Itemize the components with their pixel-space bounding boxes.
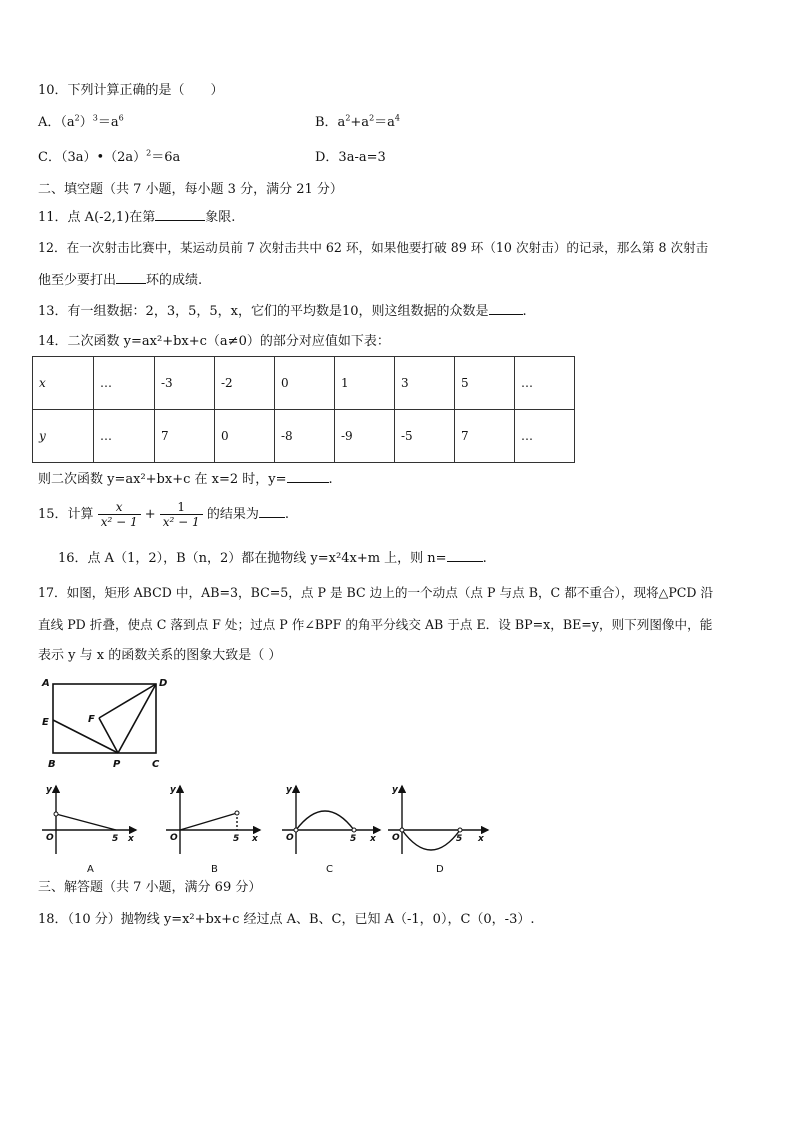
value-table <box>32 356 575 463</box>
graph-option-b <box>156 778 266 878</box>
answer-blank <box>155 208 205 221</box>
section-answer-heading: 三、解答题（共 7 小题，满分 69 分） <box>38 880 262 895</box>
answer-blank <box>287 470 329 483</box>
label-e: E <box>42 717 49 728</box>
q10-option-b: B．$a^2+a^2=a^4$ <box>315 113 401 130</box>
table-cell: y <box>33 410 94 463</box>
tick-label-5: 5 <box>350 834 357 844</box>
table-row-x <box>33 357 575 410</box>
q18: 18．（10 分）抛物线 y=x²+bx+c 经过点 A、B、C，已知 A（-1，0），C（0，-3）. <box>38 912 535 927</box>
table-cell: 7 <box>455 410 515 463</box>
q17-line1: 17．如图，矩形 ABCD 中，AB=3，BC=5，点 P 是 BC 边上的一个动点（点 P 与点 B，C 都不重合），现将△PCD 沿 <box>38 585 714 600</box>
q12-line1: 12．在一次射击比赛中，某运动员前 7 次射击共中 62 环，如果他要打破 89 环（10 次射击）的记录，那么第 8 次射击 <box>38 240 709 255</box>
origin-label: O <box>170 833 178 843</box>
q16: 16．点 A（1，2），B（n，2）都在抛物线 y=x²4x+m 上，则 n= . <box>58 551 487 566</box>
table-cell: 0 <box>215 410 275 463</box>
table-cell: -3 <box>155 357 215 410</box>
rectangle-abcd <box>53 684 156 753</box>
rectangle-figure <box>38 674 168 774</box>
q14-stem: 14．二次函数 y=ax²+bx+c（a≠0）的部分对应值如下表： <box>38 334 390 349</box>
table-cell: x <box>33 357 94 410</box>
axis-label-y: y <box>392 785 398 795</box>
segment-pd <box>118 684 156 753</box>
graph-c-curve <box>296 811 354 830</box>
axis-label-y: y <box>286 785 292 795</box>
graph-caption-a: A <box>87 864 94 875</box>
table-cell: -2 <box>215 357 275 410</box>
axis-label-x: x <box>370 834 376 844</box>
axis-label-x: x <box>252 834 258 844</box>
q15: 15．计算 $\frac{x}{\text{x² − 1}}$ + $\frac{1}{\text{x² − 1}}$ 的结果为 . <box>38 500 289 529</box>
table-cell: … <box>94 410 155 463</box>
q10-option-d: D．3a-a=3 <box>315 150 386 165</box>
answer-blank <box>489 302 523 315</box>
axis-label-x: x <box>478 834 484 844</box>
q17-line2: 直线 PD 折叠，使点 C 落到点 F 处；过点 P 作∠BPF 的角平分线交 AB 于点 E．设 BP=x，BE=y，则下列图像中，能 <box>38 617 713 632</box>
table-cell: 1 <box>335 357 395 410</box>
answer-blank <box>259 505 285 518</box>
table-row-y <box>33 410 575 463</box>
q10-option-a: A．$(a^2)^3=a^6$ <box>38 113 124 130</box>
label-f: F <box>88 714 95 725</box>
q14-tail: 则二次函数 y=ax²+bx+c 在 x=2 时，y= . <box>38 472 333 487</box>
graph-b-curve <box>180 813 237 830</box>
q17-line3: 表示 y 与 x 的函数关系的图象大致是（ ） <box>38 648 282 663</box>
label-b: B <box>48 759 56 770</box>
label-d: D <box>159 678 168 689</box>
table-cell: … <box>515 357 575 410</box>
table-cell: -8 <box>275 410 335 463</box>
table-cell: -9 <box>335 410 395 463</box>
axis-label-y: y <box>46 785 52 795</box>
label-a: A <box>42 678 50 689</box>
table-cell: 0 <box>275 357 335 410</box>
q13: 13．有一组数据：2，3，5，5，x，它们的平均数是10，则这组数据的众数是 . <box>38 304 527 319</box>
q12-line2: 他至少要打出 环的成绩. <box>38 273 203 288</box>
fraction-2: $\frac{1}{\text{x² − 1}}$ <box>160 500 203 529</box>
axis-label-x: x <box>128 834 134 844</box>
table-cell: 3 <box>395 357 455 410</box>
graph-caption-c: C <box>326 864 333 875</box>
tick-label-5: 5 <box>112 834 119 844</box>
origin-label: O <box>286 833 294 843</box>
q10-stem: 10．下列计算正确的是（ ） <box>38 83 224 98</box>
table-cell: 7 <box>155 410 215 463</box>
graph-option-a <box>32 778 142 878</box>
table-cell: … <box>94 357 155 410</box>
label-p: P <box>113 759 121 770</box>
answer-blank <box>116 271 146 284</box>
graph-a-curve <box>56 814 116 830</box>
graph-option-d <box>384 778 494 878</box>
fraction-1: $\frac{x}{\text{x² − 1}}$ <box>98 500 141 529</box>
table-cell: -5 <box>395 410 455 463</box>
label-c: C <box>152 759 160 770</box>
graph-caption-b: B <box>211 864 218 875</box>
origin-label: O <box>392 833 400 843</box>
section-fill-in-heading: 二、填空题（共 7 小题，每小题 3 分，满分 21 分） <box>38 182 343 197</box>
table-cell: … <box>515 410 575 463</box>
q11: 11．点 A(-2,1)在第 象限. <box>38 210 236 225</box>
answer-blank <box>447 549 483 562</box>
graph-option-c <box>276 778 386 878</box>
origin-label: O <box>46 833 54 843</box>
table-cell: 5 <box>455 357 515 410</box>
tick-label-5: 5 <box>456 834 463 844</box>
axis-label-y: y <box>170 785 176 795</box>
tick-label-5: 5 <box>233 834 240 844</box>
q10-option-c: C．$(3a)•(2a)^2=6a$ <box>38 148 181 165</box>
graph-d-curve <box>402 830 463 850</box>
graph-caption-d: D <box>436 864 444 875</box>
